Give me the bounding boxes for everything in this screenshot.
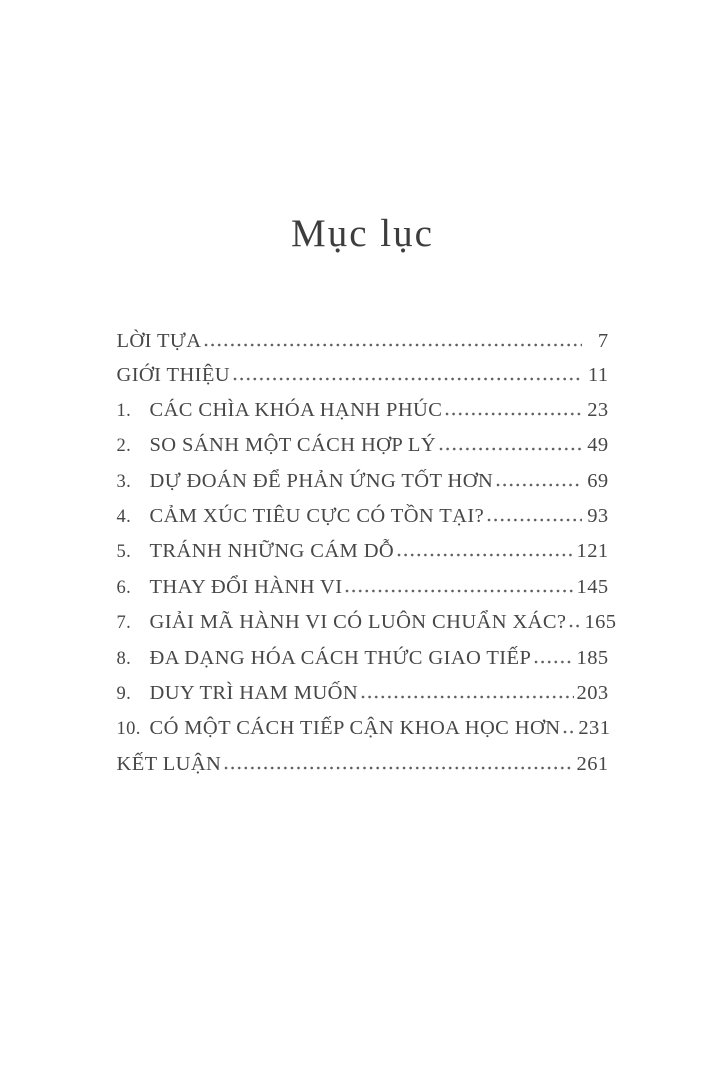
toc-entry-page: 121 (576, 540, 609, 563)
toc-entry (117, 641, 609, 676)
dot-leader (439, 447, 581, 451)
page-title: Mục lục (291, 212, 434, 255)
toc-entry-number: 10. (116, 719, 141, 740)
toc-entry (117, 393, 609, 428)
toc-entry-label: TRÁNH NHỮNG CÁM DỖ (149, 540, 395, 563)
toc-entry-label: GIỚI THIỆU (116, 364, 230, 387)
toc-entry-label: KẾT LUẬN (116, 752, 222, 775)
toc-entry-page: 69 (587, 469, 609, 492)
toc-entry (117, 747, 609, 781)
toc-entry (117, 711, 609, 746)
toc-entry (117, 464, 609, 499)
toc-entry-page: 185 (576, 646, 609, 669)
toc-entry (117, 428, 609, 463)
toc-entry-label: SO SÁNH MỘT CÁCH HỢP LÝ (149, 434, 437, 457)
toc-entry-number: 4. (116, 507, 132, 528)
toc-entry (117, 570, 609, 605)
toc-entry (117, 358, 609, 392)
toc-entry (117, 676, 609, 711)
dot-leader (534, 660, 573, 664)
toc-entry-label: DỰ ĐOÁN ĐỂ PHẢN ỨNG TỐT HƠN (149, 469, 494, 492)
dot-leader (563, 730, 575, 734)
toc-entry-label: THAY ĐỔI HÀNH VI (149, 575, 343, 598)
dot-leader (487, 518, 581, 522)
toc-entry-number: 6. (116, 577, 132, 598)
dot-leader (445, 412, 581, 416)
toc-entry-number: 7. (116, 613, 132, 634)
toc-entry-number: 3. (116, 471, 132, 492)
toc-entry-page: 203 (576, 682, 609, 705)
toc-entry (117, 534, 609, 569)
toc-entry (116, 605, 617, 640)
dot-leader (345, 589, 573, 593)
toc-entry-label: GIẢI MÃ HÀNH VI CÓ LUÔN CHUẨN XÁC? (149, 611, 567, 634)
toc-entry-page: 11 (587, 364, 609, 387)
toc-entry-label: LỜI TỰA (116, 330, 202, 352)
dot-leader (204, 343, 581, 347)
toc-entry-number: 5. (116, 542, 132, 563)
dot-leader (233, 377, 582, 381)
toc-entry-page: 261 (576, 752, 609, 775)
toc-entry (117, 499, 609, 534)
dot-leader (569, 624, 581, 628)
toc-entry-page: 231 (578, 717, 611, 740)
toc-entry-page: 23 (587, 398, 609, 421)
toc-entry (117, 324, 609, 358)
toc-entry-label: ĐA DẠNG HÓA CÁCH THỨC GIAO TIẾP (149, 646, 532, 669)
toc-entry-number: 8. (116, 648, 132, 669)
toc-entry-number: 9. (116, 684, 132, 705)
dot-leader (496, 483, 581, 487)
toc-entry-page: 93 (587, 505, 609, 528)
toc-entry-page: 165 (584, 611, 617, 634)
dot-leader (361, 695, 573, 699)
toc-entry-label: DUY TRÌ HAM MUỐN (149, 682, 359, 705)
toc-entry-page: 145 (576, 575, 609, 598)
toc-entry-label: CÓ MỘT CÁCH TIẾP CẬN KHOA HỌC HƠN (149, 717, 561, 740)
toc-entry-page: 49 (587, 434, 609, 457)
toc-list (116, 324, 617, 781)
dot-leader (397, 553, 573, 557)
toc-entry-label: CẢM XÚC TIÊU CỰC CÓ TỒN TẠI? (149, 505, 485, 528)
toc-entry-page: 7 (597, 330, 609, 352)
toc-entry-number: 2. (116, 436, 132, 457)
toc-entry-number: 1. (116, 400, 132, 421)
toc-entry-label: CÁC CHÌA KHÓA HẠNH PHÚC (149, 398, 443, 421)
dot-leader (224, 766, 573, 770)
